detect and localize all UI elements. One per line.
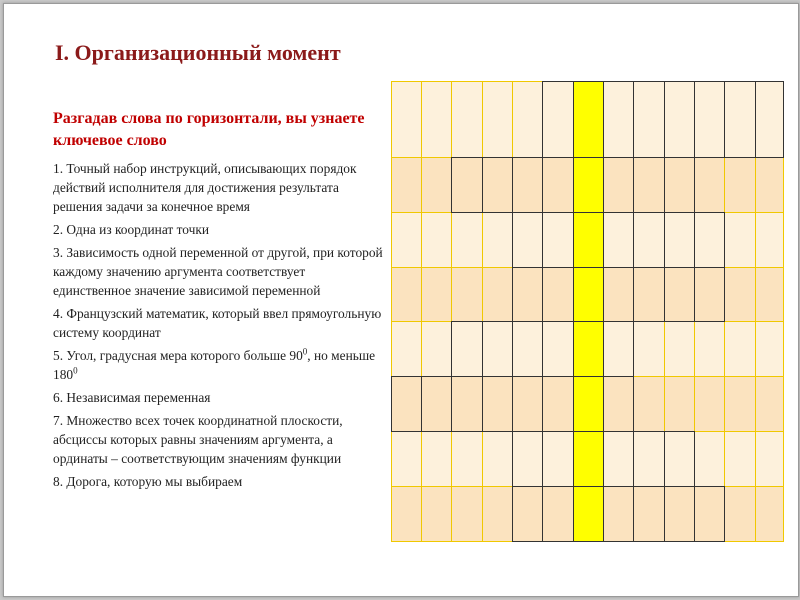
crossword-cell: [482, 486, 513, 542]
crossword-answer-cell: [451, 376, 483, 432]
crossword-answer-cell: [451, 321, 483, 377]
crossword-key-cell: [573, 267, 604, 322]
question-1: 1. Точный набор инструкций, описывающих порядок действий исполнителя для достижения результата решения задачи за конечное время: [53, 161, 357, 214]
crossword-cell: [421, 321, 452, 377]
crossword-key-cell: [573, 431, 604, 487]
crossword-answer-cell: [512, 486, 543, 542]
crossword-cell: [421, 157, 452, 213]
crossword-answer-cell: [724, 81, 756, 158]
crossword-cell: [482, 81, 513, 158]
crossword-answer-cell: [664, 212, 695, 268]
crossword-answer-cell: [512, 267, 543, 322]
crossword-answer-cell: [603, 81, 634, 158]
crossword-cell: [482, 267, 513, 322]
crossword-key-cell: [573, 81, 604, 158]
crossword-answer-cell: [391, 376, 422, 432]
crossword-cell: [451, 267, 483, 322]
question-4: 4. Французский математик, который ввел прямоугольную систему координат: [53, 306, 382, 340]
crossword-answer-cell: [694, 267, 725, 322]
crossword-cell: [724, 321, 756, 377]
crossword-answer-cell: [603, 376, 634, 432]
crossword-cell: [421, 81, 452, 158]
slide-title: I. Организационный момент: [55, 40, 341, 65]
crossword-answer-cell: [482, 157, 513, 213]
crossword-key-cell: [573, 486, 604, 542]
question-5-text-cont: , но меньше 180: [53, 348, 376, 382]
crossword-cell: [724, 212, 756, 268]
crossword-cell: [421, 267, 452, 322]
crossword-answer-cell: [542, 81, 574, 158]
crossword-cell: [391, 157, 422, 213]
crossword-answer-cell: [542, 212, 574, 268]
crossword-answer-cell: [603, 267, 634, 322]
question-5: [53, 346, 383, 384]
crossword-cell: [421, 212, 452, 268]
crossword-answer-cell: [603, 431, 634, 487]
crossword-answer-cell: [512, 157, 543, 213]
crossword-answer-cell: [664, 267, 695, 322]
question-2: 2. Одна из координат точки: [53, 222, 210, 237]
crossword-answer-cell: [633, 431, 665, 487]
crossword-cell: [724, 376, 756, 432]
crossword-cell: [512, 81, 543, 158]
crossword-cell: [694, 157, 725, 213]
crossword-key-cell: [573, 212, 604, 268]
crossword-answer-cell: [542, 486, 574, 542]
crossword-answer-cell: [633, 267, 665, 322]
crossword-cell: [755, 486, 784, 542]
crossword-answer-cell: [633, 81, 665, 158]
crossword-cell: [633, 321, 665, 377]
crossword-answer-cell: [633, 157, 665, 213]
crossword-cell: [755, 157, 784, 213]
crossword-cell: [482, 212, 513, 268]
crossword-answer-cell: [694, 486, 725, 542]
instructions-subtitle: Разгадав слова по горизонтали, вы узнаете ключевое слово: [53, 110, 365, 149]
crossword-answer-cell: [603, 321, 634, 377]
crossword-answer-cell: [694, 212, 725, 268]
crossword-cell: [694, 431, 725, 487]
crossword-key-cell: [573, 376, 604, 432]
crossword-cell: [451, 81, 483, 158]
crossword-cell: [391, 81, 422, 158]
crossword-cell: [755, 321, 784, 377]
crossword-answer-cell: [603, 486, 634, 542]
crossword-answer-cell: [633, 486, 665, 542]
crossword-cell: [694, 376, 725, 432]
crossword-answer-cell: [664, 486, 695, 542]
degree-superscript: 0: [302, 346, 308, 357]
crossword-cell: [664, 376, 695, 432]
crossword-cell: [451, 486, 483, 542]
question-7: 7. Множество всех точек координатной плоскости, абсциссы которых равны значениям аргумента, а ординаты – соответствующим значениям функции: [53, 413, 343, 466]
crossword-answer-cell: [482, 321, 513, 377]
crossword-cell: [664, 321, 695, 377]
crossword-cell: [724, 486, 756, 542]
crossword-answer-cell: [633, 212, 665, 268]
crossword-cell: [755, 431, 784, 487]
crossword-answer-cell: [451, 157, 483, 213]
crossword-answer-cell: [603, 212, 634, 268]
crossword-cell: [633, 376, 665, 432]
crossword-answer-cell: [421, 376, 452, 432]
crossword-answer-cell: [603, 157, 634, 213]
crossword-cell: [391, 486, 422, 542]
crossword-cell: [755, 376, 784, 432]
crossword-cell: [421, 431, 452, 487]
crossword-answer-cell: [512, 212, 543, 268]
crossword-answer-cell: [512, 376, 543, 432]
crossword-key-cell: [573, 321, 604, 377]
crossword-answer-cell: [542, 376, 574, 432]
crossword-answer-cell: [755, 81, 784, 158]
slide: [3, 3, 799, 597]
crossword-answer-cell: [664, 431, 695, 487]
question-3: 3. Зависимость одной переменной от другой, при которой каждому значению аргумента соответствует единственное значение зависимой переменной: [53, 245, 383, 298]
crossword-cell: [694, 321, 725, 377]
questions-panel: [53, 108, 383, 495]
question-6: 6. Независимая переменная: [53, 390, 211, 405]
question-5-text: 5. Угол, градусная мера которого больше 90: [53, 348, 303, 363]
crossword-answer-cell: [542, 431, 574, 487]
crossword-cell: [391, 212, 422, 268]
crossword-cell: [755, 212, 784, 268]
crossword-cell: [755, 267, 784, 322]
crossword-cell: [421, 486, 452, 542]
crossword-cell: [391, 321, 422, 377]
crossword-cell: [724, 431, 756, 487]
crossword-cell: [451, 212, 483, 268]
crossword-cell: [451, 431, 483, 487]
crossword-answer-cell: [542, 321, 574, 377]
crossword-answer-cell: [512, 321, 543, 377]
crossword-cell: [391, 431, 422, 487]
crossword-answer-cell: [694, 81, 725, 158]
question-8: 8. Дорога, которую мы выбираем: [53, 474, 243, 489]
degree-superscript: 0: [73, 365, 78, 376]
crossword-answer-cell: [542, 267, 574, 322]
crossword-answer-cell: [664, 157, 695, 213]
crossword-cell: [724, 157, 756, 213]
crossword-answer-cell: [664, 81, 695, 158]
crossword-answer-cell: [512, 431, 543, 487]
crossword-key-cell: [573, 157, 604, 213]
crossword-cell: [724, 267, 756, 322]
crossword-answer-cell: [542, 157, 574, 213]
crossword-cell: [391, 267, 422, 322]
crossword-cell: [482, 431, 513, 487]
crossword-answer-cell: [482, 376, 513, 432]
crossword-grid: [391, 81, 783, 541]
